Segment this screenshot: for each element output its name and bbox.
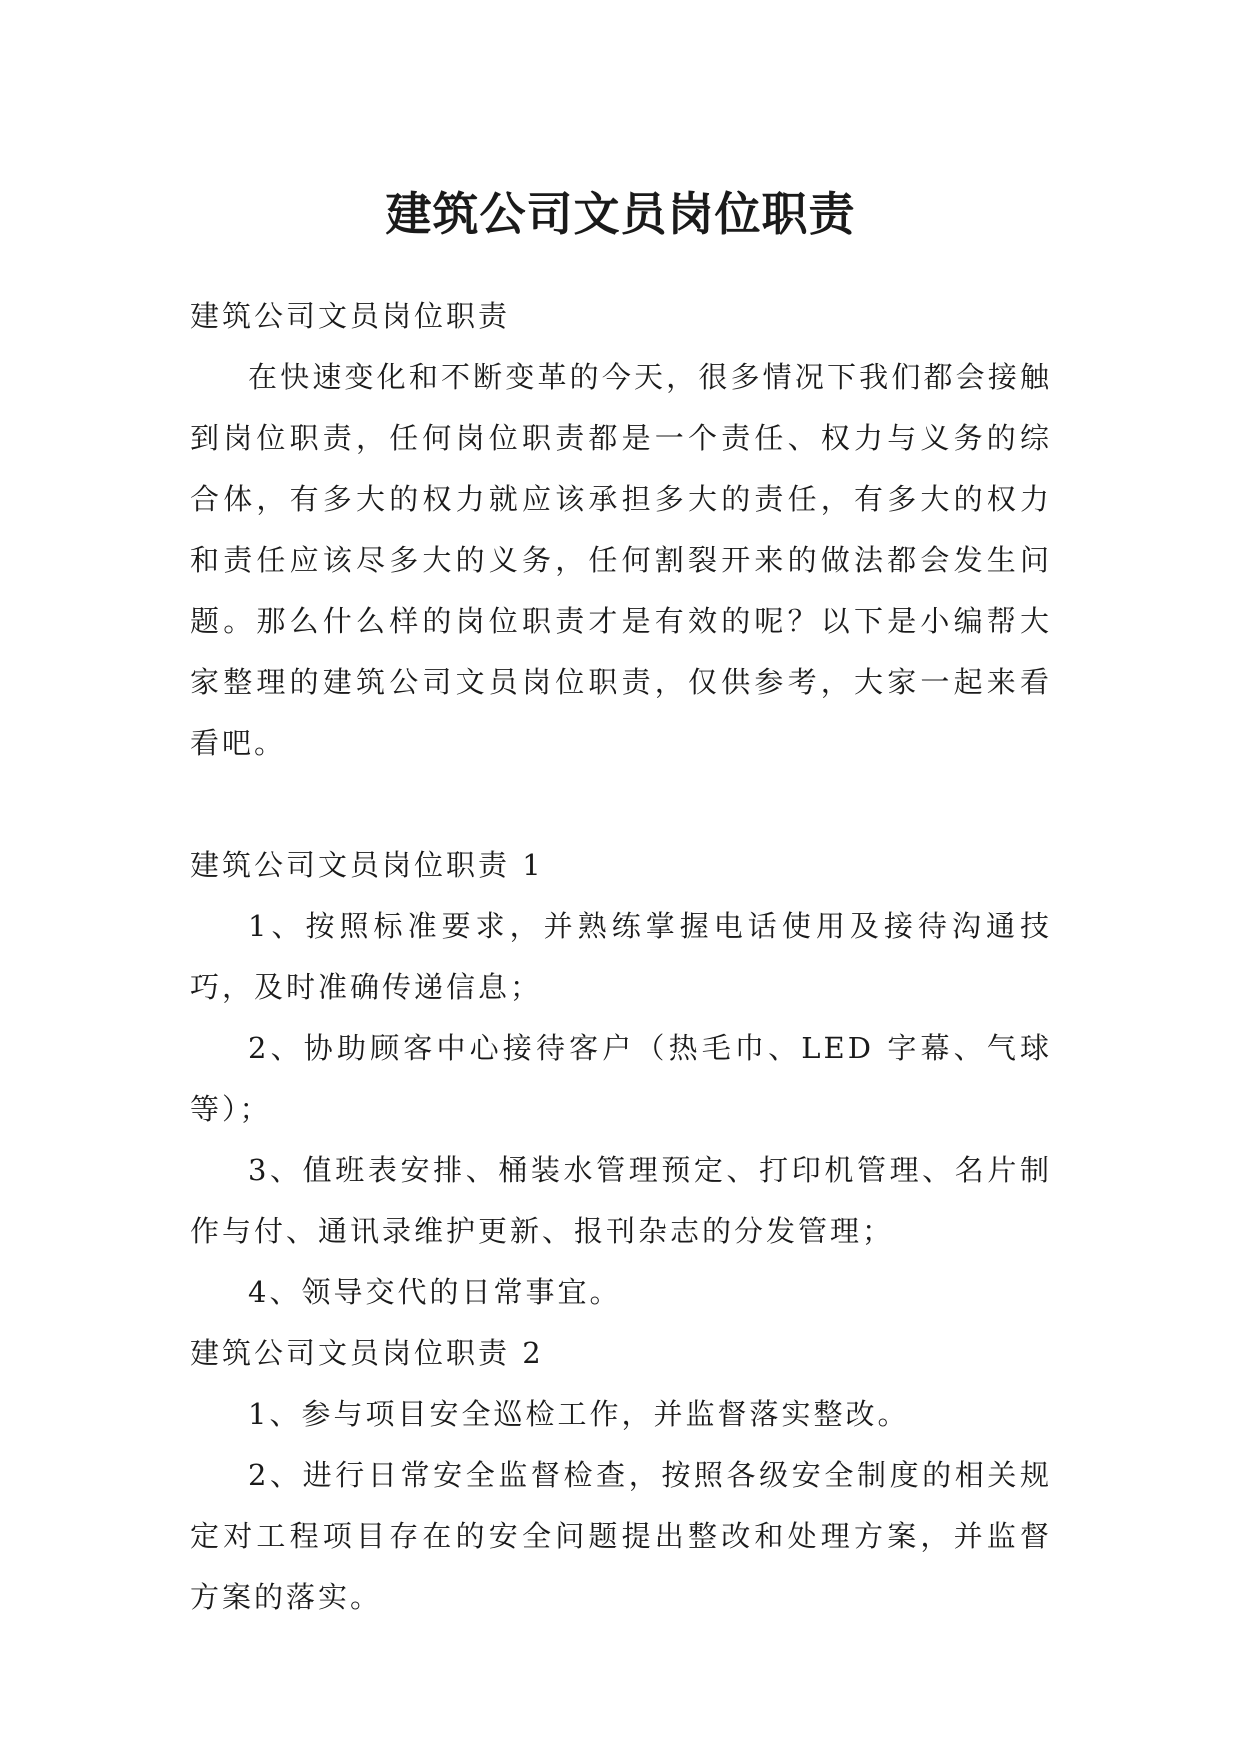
section-2-heading: 建筑公司文员岗位职责 2 (190, 1336, 544, 1370)
document-subtitle: 建筑公司文员岗位职责 (190, 299, 511, 333)
section-1-item-1: 1、按照标准要求，并熟练掌握电话使用及接待沟通技巧，及时准确传递信息； (190, 909, 1052, 1004)
section-1-item-3: 3、值班表安排、桶装水管理预定、打印机管理、名片制作与付、通讯录维护更新、报刊杂志的分发管理； (190, 1153, 1052, 1248)
document-body (190, 286, 1052, 1628)
document-title: 建筑公司文员岗位职责 (385, 186, 856, 241)
section-2-item-1: 1、参与项目安全巡检工作，并监督落实整改。 (248, 1397, 910, 1431)
section-1-item-4: 4、领导交代的日常事宜。 (248, 1275, 622, 1309)
intro-paragraph: 在快速变化和不断变革的今天，很多情况下我们都会接触到岗位职责，任何岗位职责都是一个责任、权力与义务的综合体，有多大的权力就应该承担多大的责任，有多大的权力和责任应该尽多大的义务，任何割裂开来的做法都会发生问题。那么什么样的岗位职责才是有效的呢？以下是小编帮大家整理的建筑公司文员岗位职责，仅供参考，大家一起来看看吧。 (190, 360, 1052, 760)
section-spacer (190, 774, 1052, 835)
section-1-heading: 建筑公司文员岗位职责 1 (190, 848, 544, 882)
section-1-item-2: 2、协助顾客中心接待客户（热毛巾、LED 字幕、气球等）； (190, 1031, 1052, 1126)
section-2-item-2: 2、进行日常安全监督检查，按照各级安全制度的相关规定对工程项目存在的安全问题提出整改和处理方案，并监督方案的落实。 (190, 1458, 1052, 1614)
